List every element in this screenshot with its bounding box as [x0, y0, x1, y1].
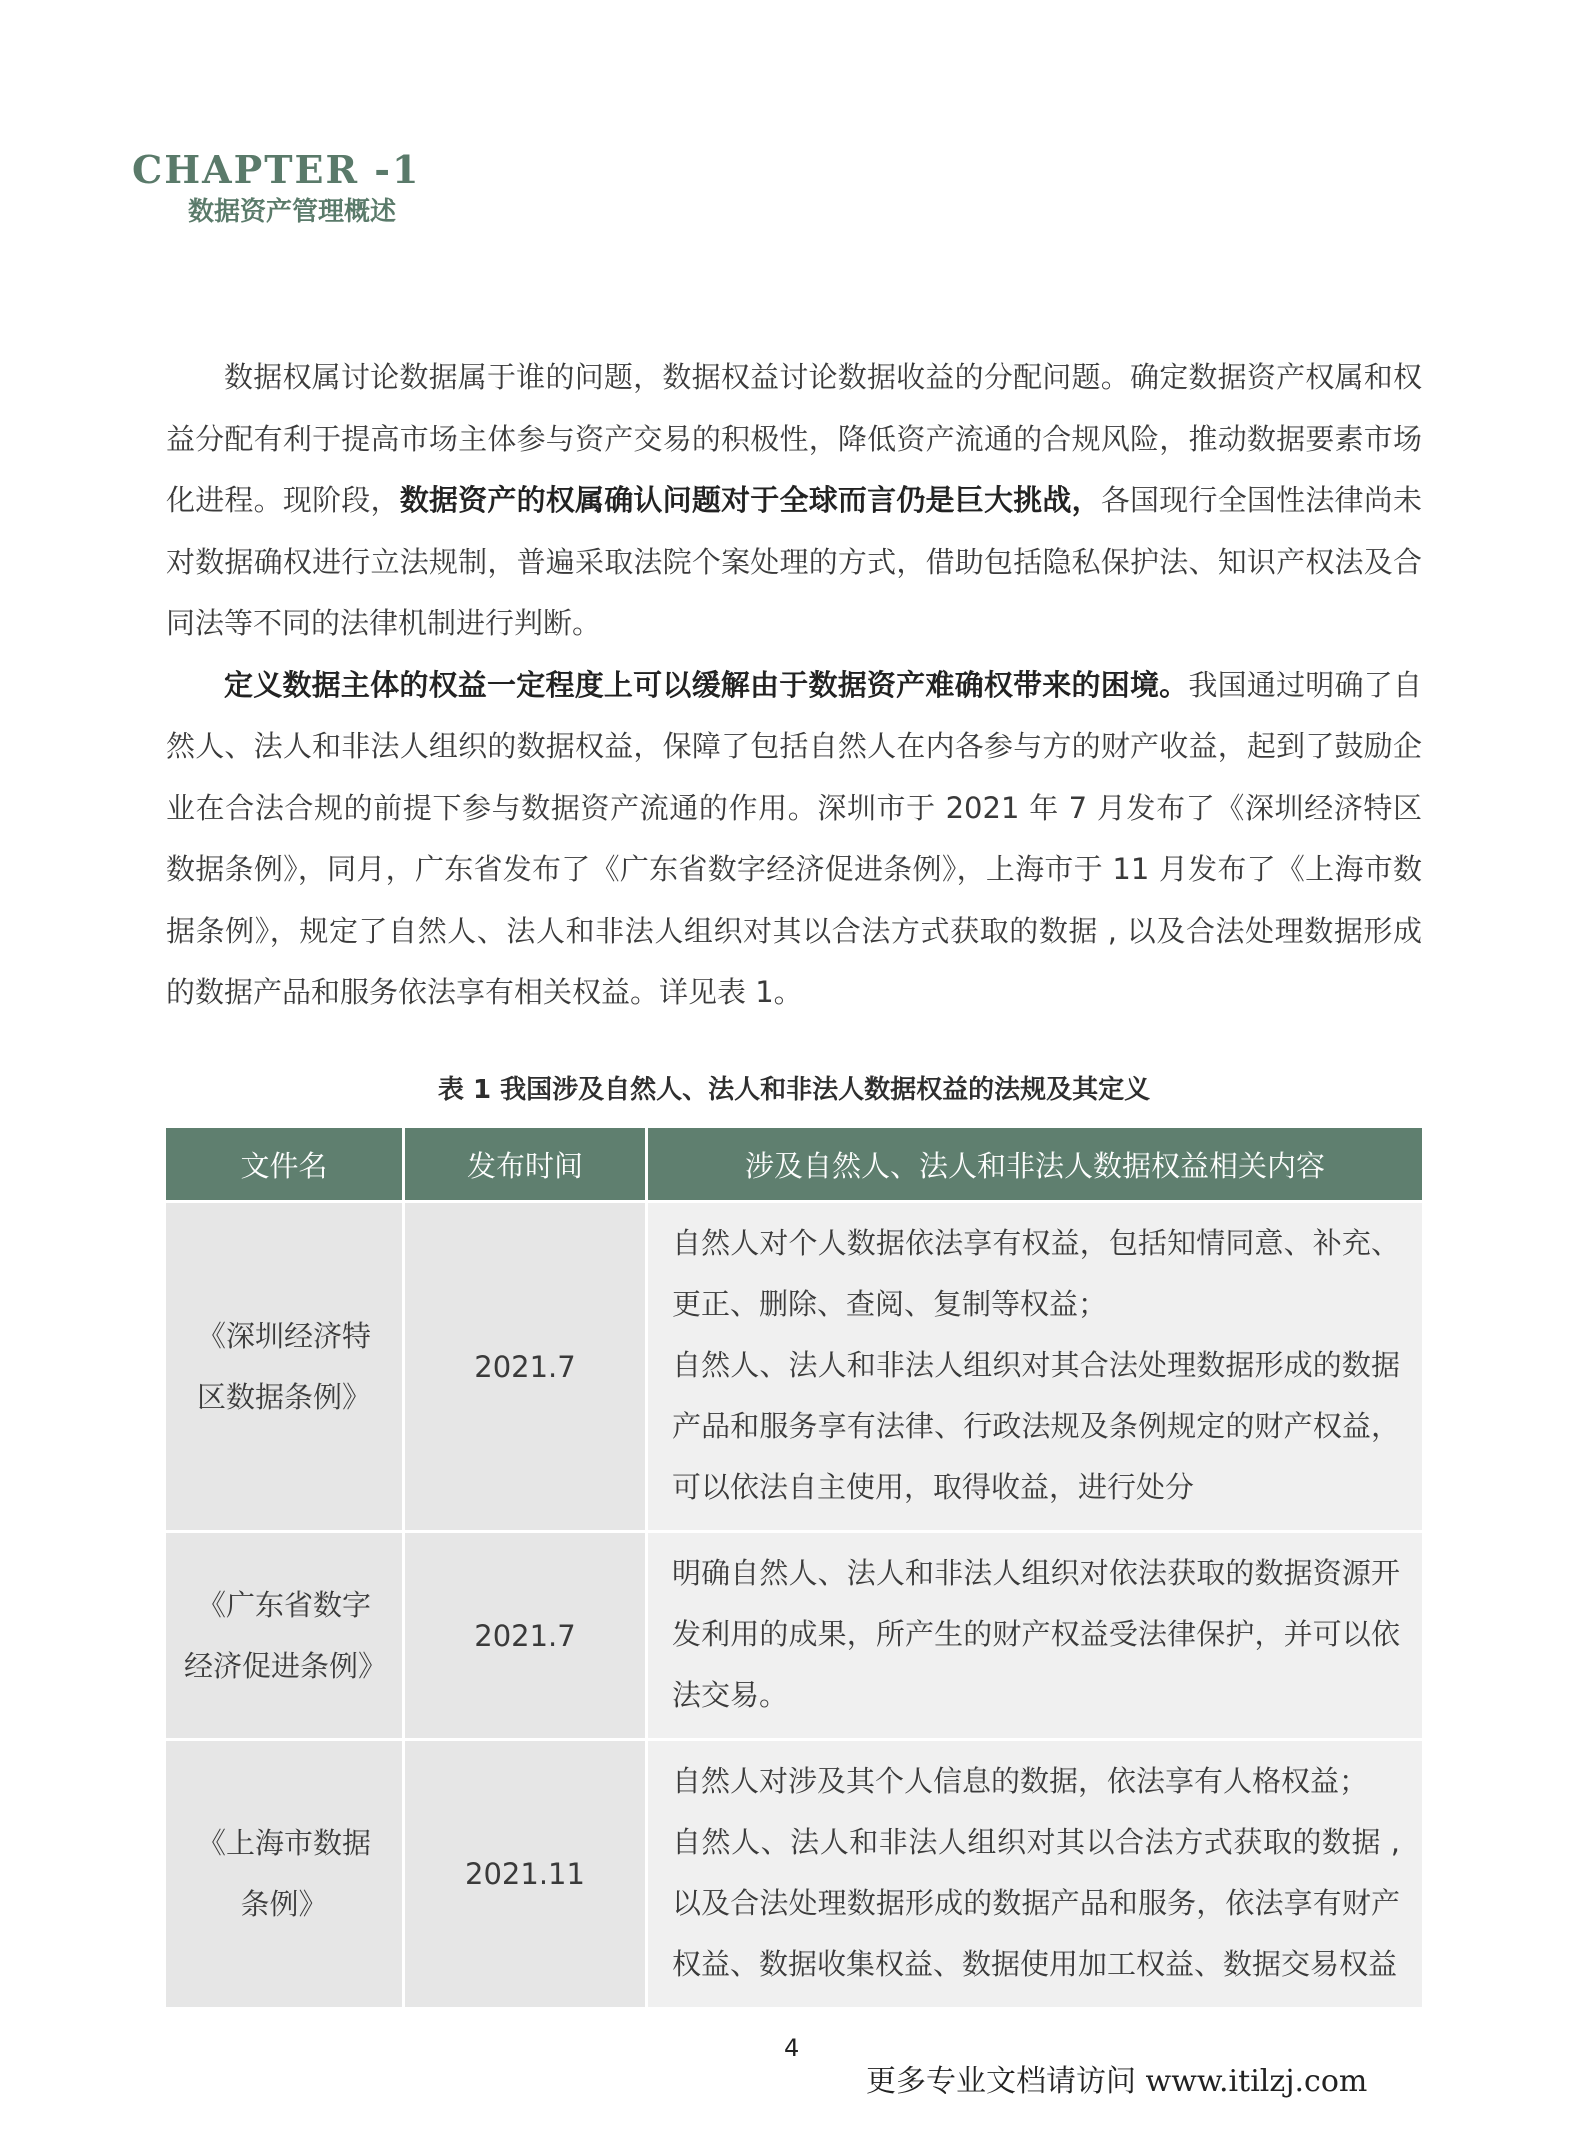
header-content: 涉及自然人、法人和非法人数据权益相关内容 — [647, 1128, 1423, 1202]
content-line: 自然人、法人和非法人组织对其以合法方式获取的数据 , 以及合法处理数据形成的数据产品和服务，依法享有财产权益、数据收集权益、数据使用加工权益、数据交易权益 — [672, 1825, 1400, 1981]
cell-release-date: 2021.11 — [404, 1740, 647, 2008]
paragraph-2-bold: 定义数据主体的权益一定程度上可以缓解由于数据资产难确权带来的困境。 — [224, 667, 1189, 702]
table-row — [166, 1202, 1422, 1532]
table-row — [166, 1532, 1422, 1740]
paragraph-1-bold: 数据资产的权属确认问题对于全球而言仍是巨大挑战， — [399, 483, 1101, 517]
paragraph-1-text-a: 数据权属讨论数据属于谁的问题，数据权益讨论数据收益的分配问题。确定数据资产权属和权益分配有利于提高市场主体参与资产交易的积极性，降低资产流通的合规风险，推动数据要素市场化进程。现阶段， — [166, 360, 1422, 517]
body-text — [166, 347, 1422, 1024]
content-line: 自然人、法人和非法人组织对其合法处理数据形成的数据产品和服务享有法律、行政法规及条例规定的财产权益，可以依法自主使用，取得收益，进行处分 — [672, 1348, 1400, 1504]
cell-content — [647, 1740, 1423, 2008]
header-file-name: 文件名 — [166, 1128, 404, 1202]
cell-file-name — [166, 1740, 404, 2008]
cell-file-name — [166, 1202, 404, 1532]
paragraph-2 — [166, 655, 1422, 1024]
paragraph-1 — [166, 347, 1422, 655]
content-line: 自然人对个人数据依法享有权益，包括知情同意、补充、更正、删除、查阅、复制等权益； — [672, 1226, 1400, 1321]
chapter-title: CHAPTER -1 — [132, 147, 421, 192]
content-line: 明确自然人、法人和非法人组织对依法获取的数据资源开发利用的成果，所产生的财产权益受法律保护，并可以依法交易。 — [672, 1556, 1400, 1712]
cell-file-name — [166, 1532, 404, 1740]
table-row — [166, 1740, 1422, 2008]
cell-release-date: 2021.7 — [404, 1532, 647, 1740]
content-line: 自然人对涉及其个人信息的数据，依法享有人格权益； — [672, 1764, 1369, 1798]
table-caption: 表 1 我国涉及自然人、法人和非法人数据权益的法规及其定义 — [437, 1075, 1151, 1105]
cell-content — [647, 1202, 1423, 1532]
cell-content — [647, 1532, 1423, 1740]
footer-link[interactable]: 更多专业文档请访问 www.itilzj.com — [866, 2064, 1368, 2099]
file-name-text: 《广东省数字经济促进条例》 — [184, 1587, 388, 1683]
chapter-header — [132, 148, 420, 232]
file-name-text: 《上海市数据条例》 — [196, 1826, 371, 1921]
header-release-date: 发布时间 — [404, 1128, 647, 1202]
file-name-text: 《深圳经济特区数据条例》 — [196, 1318, 371, 1414]
paragraph-1-text-b: 各国现行全国性法律尚未对数据确权进行立法规制，普遍采取法院个案处理的方式，借助包括隐私保护法、知识产权法及合同法等不同的法律机制进行判断。 — [166, 483, 1422, 640]
table-header-row — [166, 1128, 1422, 1202]
chapter-subtitle: 数据资产管理概述 — [188, 197, 397, 227]
paragraph-2-text: 我国通过明确了自然人、法人和非法人组织的数据权益，保障了包括自然人在内各参与方的财产收益，起到了鼓励企业在合法合规的前提下参与数据资产流通的作用。深圳市于 2021 年 7 月发布了《深圳经济特区数据条例》，同月，广东省发布了《广东省数字经济促进条例》，上海市于 11 月发布了《上海市数据条例》，规定了自然人、法人和非法人组织对其以合法方式获取的数据 , 以及合法处理数据形成的数据产品和服务依法享有相关权益。详见表 1。 — [166, 667, 1422, 1009]
page-number: 4 — [784, 2034, 800, 2062]
cell-release-date: 2021.7 — [404, 1202, 647, 1532]
regulations-table — [166, 1128, 1422, 2007]
